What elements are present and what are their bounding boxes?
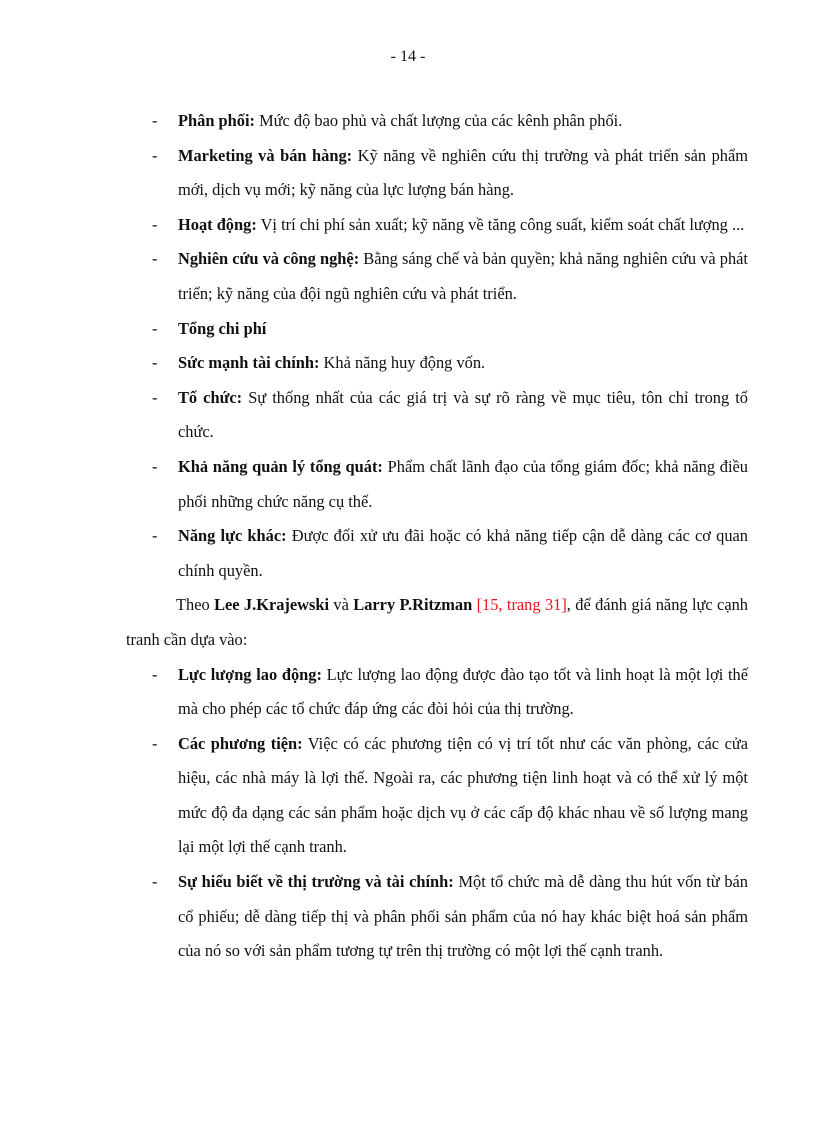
item-term: Marketing và bán hàng: — [178, 145, 353, 165]
paragraph-text: và — [329, 595, 354, 615]
list-item: - Các phương tiện: Việc có các phương tiện có vị trí tốt như các văn phòng, các cửa hiệu, các nhà máy là lợi thế. Ngoài ra, các phương tiện linh hoạt và có thể xử lý một mức độ đa dạng các sản phẩm hoặc dịch vụ ở các cấp độ khác nhau về số lượng mang lại một lợi thế cạnh tranh. — [152, 733, 748, 857]
item-term: Khả năng quản lý tổng quát: — [178, 456, 383, 476]
item-term: Phân phối: — [178, 111, 255, 130]
item-term: Lực lượng lao động: — [178, 664, 322, 684]
page-number: - 14 - — [390, 48, 426, 65]
list-item: - Sức mạnh tài chính: Khả năng huy động vốn. — [152, 353, 486, 373]
competency-list — [126, 104, 748, 588]
page-content — [126, 104, 748, 969]
item-term: Hoạt động: — [178, 214, 257, 234]
paragraph-text: Theo — [176, 595, 215, 615]
list-item: - Nghiên cứu và công nghệ: Bằng sáng chế và bản quyền; khả năng nghiên cứu và phát triển; kỹ năng của đội ngũ nghiên cứu và phát triển. — [152, 249, 748, 303]
item-text: Bằng sáng chế và bản quyền; khả năng nghiên cứu và phát triển; kỹ năng của đội ngũ nghiên cứu và phát triển. — [178, 249, 748, 303]
item-term: Tổ chức: — [178, 387, 243, 407]
item-term: Tổng chi phí — [178, 318, 267, 338]
item-term: Sự hiểu biết về thị trường và tài chính: — [178, 872, 454, 892]
list-item: - Tổng chi phí — [152, 318, 267, 338]
item-text: Một tổ chức mà dễ dàng thu hút vốn từ bán cổ phiếu; dễ dàng tiếp thị và phân phối sản phẩm của nó hay khác biệt hoá sản phẩm của nó so với sản phẩm tương tự trên thị trường có một lợi thế cạnh tranh. — [178, 872, 748, 961]
list-item: - Năng lực khác: Được đối xử ưu đãi hoặc có khả năng tiếp cận dễ dàng các cơ quan chính quyền. — [152, 526, 748, 580]
body-paragraph — [126, 588, 748, 657]
list-item: - Khả năng quản lý tổng quát: Phẩm chất lãnh đạo của tổng giám đốc; khả năng điều phối những chức năng cụ thể. — [152, 456, 748, 511]
list-item: - Hoạt động: Vị trí chi phí sản xuất; kỹ năng về tăng công suất, kiểm soát chất lượng ... — [152, 214, 745, 234]
item-text: Khả năng huy động vốn. — [319, 353, 486, 373]
citation-link[interactable]: [15, trang 31] — [476, 595, 567, 615]
item-text: Sự thống nhất của các giá trị và sự rõ ràng về mục tiêu, tôn chỉ trong tổ chức. — [178, 387, 748, 442]
item-term: Năng lực khác: — [178, 526, 287, 546]
item-text: Lực lượng lao động được đào tạo tốt và linh hoạt là một lợi thế mà cho phép các tổ chức đáp ứng các đòi hỏi của thị trường. — [178, 664, 748, 719]
list-item: - Phân phối: Mức độ bao phủ và chất lượng của các kênh phân phối. — [152, 111, 623, 130]
author-name: Larry P.Ritzman — [353, 595, 473, 615]
criteria-list — [126, 658, 748, 969]
item-text: Việc có các phương tiện có vị trí tốt như các văn phòng, các cửa hiệu, các nhà máy là lợi thế. Ngoài ra, các phương tiện linh hoạt và có thể xử lý một mức độ đa dạng các sản phẩm hoặc dịch vụ ở các cấp độ khác nhau về số lượng mang lại một lợi thế cạnh tranh. — [178, 733, 748, 857]
item-text: Phẩm chất lãnh đạo của tổng giám đốc; khả năng điều phối những chức năng cụ thể. — [178, 456, 748, 511]
item-text: Kỹ năng về nghiên cứu thị trường và phát triển sản phẩm mới, dịch vụ mới; kỹ năng của lực lượng bán hàng. — [178, 145, 748, 200]
item-text: Được đối xử ưu đãi hoặc có khả năng tiếp cận dễ dàng các cơ quan chính quyền. — [178, 526, 748, 580]
item-term: Nghiên cứu và công nghệ: — [178, 249, 360, 269]
list-item: - Marketing và bán hàng: Kỹ năng về nghiên cứu thị trường và phát triển sản phẩm mới, dịch vụ mới; kỹ năng của lực lượng bán hàng. — [152, 145, 748, 200]
list-item: - Tổ chức: Sự thống nhất của các giá trị và sự rõ ràng về mục tiêu, tôn chỉ trong tổ chức. — [152, 387, 748, 442]
item-text: Vị trí chi phí sản xuất; kỹ năng về tăng công suất, kiểm soát chất lượng ... — [256, 214, 745, 234]
item-term: Các phương tiện: — [178, 733, 303, 753]
item-term: Sức mạnh tài chính: — [178, 353, 320, 373]
list-item: - Sự hiểu biết về thị trường và tài chính: Một tổ chức mà dễ dàng thu hút vốn từ bán cổ phiếu; dễ dàng tiếp thị và phân phối sản phẩm của nó hay khác biệt hoá sản phẩm của nó so với sản phẩm tương tự trên thị trường có một lợi thế cạnh tranh. — [152, 872, 748, 961]
paragraph-text: , để đánh giá năng lực cạnh tranh cần dựa vào: — [126, 595, 748, 649]
list-item: - Lực lượng lao động: Lực lượng lao động được đào tạo tốt và linh hoạt là một lợi thế mà cho phép các tổ chức đáp ứng các đòi hỏi của thị trường. — [152, 664, 748, 719]
item-text: Mức độ bao phủ và chất lượng của các kênh phân phối. — [254, 111, 623, 130]
author-name: Lee J.Krajewski — [214, 595, 330, 615]
